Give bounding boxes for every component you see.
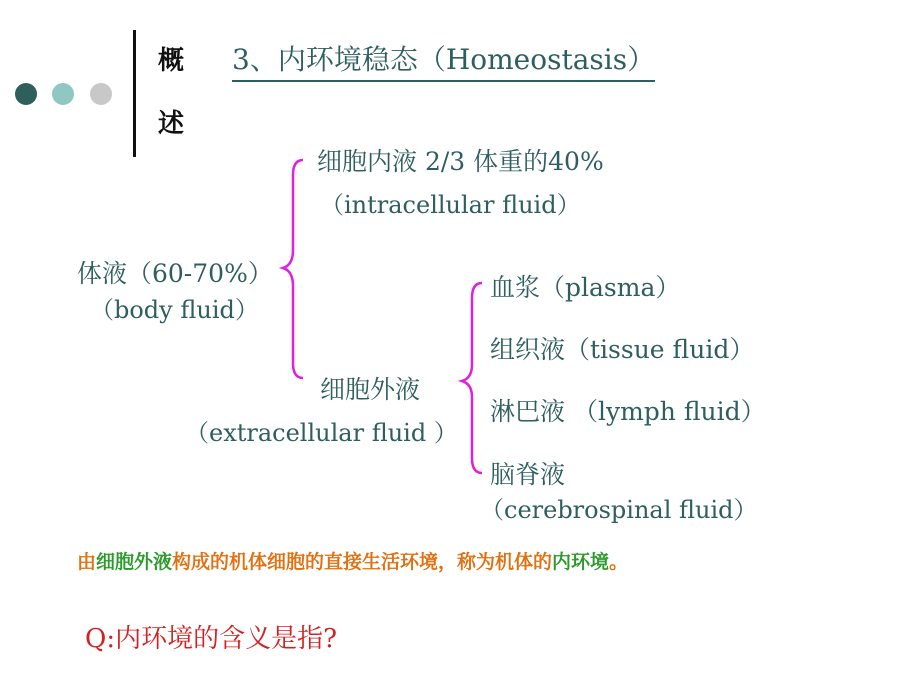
- ecf-item-csf: 脑脊液: [490, 460, 566, 489]
- body-fluid-sub: （body fluid）: [90, 296, 259, 324]
- question-text: Q:内环境的含义是指?: [85, 624, 338, 654]
- side-label-char-2: 述: [158, 109, 185, 139]
- body-fluid-bracket: [283, 160, 303, 378]
- definition-part-1: 由: [77, 551, 97, 573]
- definition-sentence: [77, 547, 628, 574]
- extracellular-sub: （extracellular fluid ）: [185, 419, 458, 447]
- ecf-bracket: [462, 283, 482, 473]
- slide-title: 3、内环境稳态（Homeostasis）: [232, 38, 655, 82]
- intracellular-sub: （intracellular fluid）: [320, 191, 581, 219]
- ecf-item-tissue-fluid: 组织液（tissue fluid）: [490, 335, 755, 364]
- definition-part-5: 。: [609, 551, 629, 573]
- ecf-item-plasma: 血浆（plasma）: [490, 273, 681, 302]
- intracellular-label: 细胞内液 2/3 体重的40%: [317, 147, 604, 176]
- definition-part-2: 细胞外液: [96, 551, 173, 573]
- definition-part-3: 构成的机体细胞的直接生活环境，称为机体的: [172, 551, 553, 573]
- ecf-item-csf-sub: （cerebrospinal fluid）: [480, 496, 758, 524]
- ecf-item-lymph: 淋巴液 （lymph fluid）: [490, 397, 766, 426]
- body-fluid-label: 体液（60-70%）: [77, 259, 273, 288]
- side-label-char-1: 概: [158, 46, 185, 76]
- extracellular-label: 细胞外液: [320, 375, 421, 404]
- definition-part-4: 内环境: [552, 551, 610, 573]
